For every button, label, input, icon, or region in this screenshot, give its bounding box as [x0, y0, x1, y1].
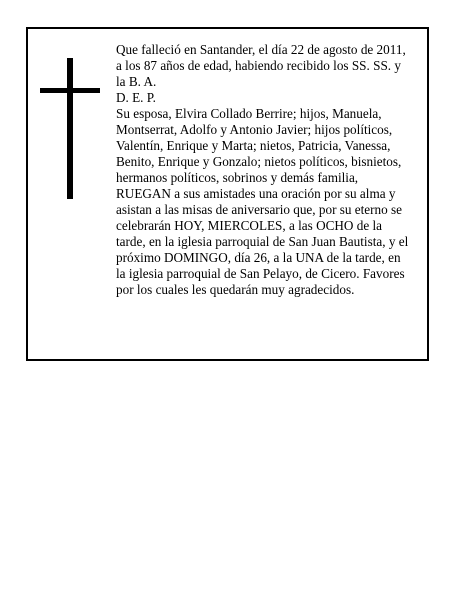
notice-line: por los cuales les quedarán muy agradecidos. [116, 282, 355, 297]
notice-line: Benito, Enrique y Gonzalo; nietos políticos, bisnietos, [116, 154, 402, 169]
cross-horizontal-bar [40, 88, 100, 93]
notice-line: Montserrat, Adolfo y Antonio Javier; hijos políticos, [116, 122, 393, 137]
notice-line: hermanos políticos, sobrinos y demás familia, [116, 170, 359, 185]
notice-line: próximo DOMINGO, día 26, a la UNA de la tarde, en [116, 250, 401, 265]
obituary-text [116, 42, 424, 298]
notice-line: asistan a las misas de aniversario que, por su eterno se [116, 202, 403, 217]
notice-line: celebrarán HOY, MIERCOLES, a las OCHO de la [116, 218, 383, 233]
latin-cross-icon [40, 58, 100, 199]
notice-line: RUEGAN a sus amistades una oración por su alma y [116, 186, 396, 201]
notice-line: tarde, en la iglesia parroquial de San Juan Bautista, y el [116, 234, 409, 249]
notice-line: la B. A. [116, 74, 157, 89]
notice-line: Que falleció en Santander, el día 22 de agosto de 2011, [116, 42, 406, 57]
notice-line: a los 87 años de edad, habiendo recibido los SS. SS. y [116, 58, 401, 73]
notice-line: Su esposa, Elvira Collado Berrire; hijos, Manuela, [116, 106, 382, 121]
obituary-notice-frame [26, 27, 429, 361]
notice-line: la iglesia parroquial de San Pelayo, de Cicero. Favores [116, 266, 405, 281]
notice-line: Valentín, Enrique y Marta; nietos, Patricia, Vanessa, [116, 138, 391, 153]
cross-vertical-bar [67, 58, 73, 199]
rip-line: D. E. P. [116, 90, 156, 105]
